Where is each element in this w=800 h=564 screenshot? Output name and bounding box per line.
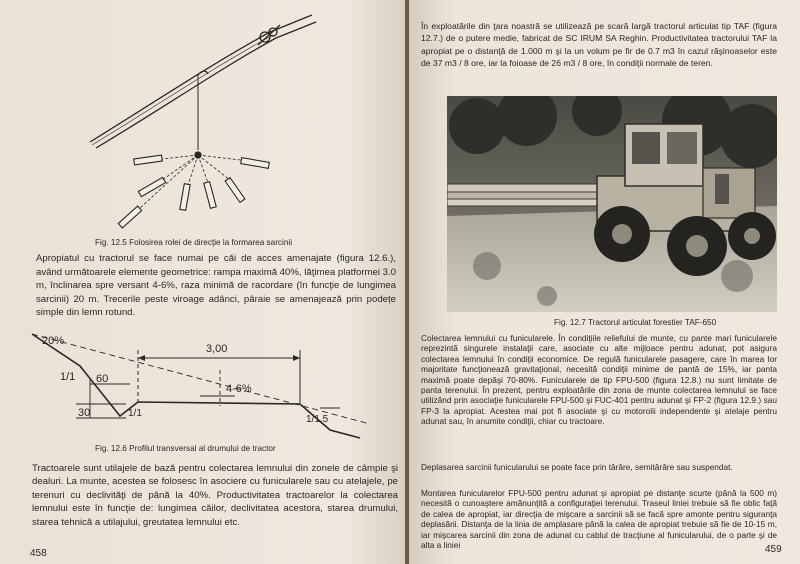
fig-12-6-label-slope-bottom: 1/1 bbox=[128, 408, 142, 419]
fig-12-6-label-cross-slope: 4-6% bbox=[226, 383, 252, 395]
figure-12-7-caption: Fig. 12.7 Tractorul articulat forestier TAF-650 bbox=[554, 318, 717, 327]
left-paragraph-2: Tractoarele sunt utilajele de bază pentru colectarea lemnului din zonele de câmpie şi dealuri. La munte, acestea se folosesc în asociere cu funicularele sau cu atelajele, pe terenuri cu declivităţi de până la 40%. Productivitatea tractoarelor la colectarea lemnului este în funcţie de: lungimea căilor, declivitatea acestora, starea drumului, starea tehnică a utilajului, greutatea lemnului etc. bbox=[32, 463, 398, 528]
figure-12-5-caption: Fig. 12.5 Folosirea rolei de direcţie la formarea sarcinii bbox=[95, 238, 293, 247]
figure-12-6-caption: Fig. 12.6 Profilul transversal al drumului de tractor bbox=[95, 444, 276, 453]
left-paragraph-1: Apropiatul cu tractorul se face numai pe căi de acces amenajate (figura 12.6.), având următoarele elemente geometrice: rampa maximă 40%, lăţimea platformei 3.0 m, înclinarea spre versant 4-6%, raza minimă de racordare (în funcţie de lungimea sarcinii) 20 m. Trecerile peste viroage adânci, pâraie se amenajează prin podețe simple din lemn rotund. bbox=[36, 253, 396, 319]
right-page bbox=[409, 0, 800, 564]
figure-12-5-drawing bbox=[90, 10, 320, 235]
fig-12-6-label-slope: 1/1 bbox=[60, 371, 76, 383]
right-paragraph-1: În exploatările din ţara noastră se utilizează pe scară largă tractorul articulat tip TAF (figura 12.7.) de o putere medie, fabricat de SC IRUM SA Reghin. Productivitatea tractorului TAF la apropiat pe o distanţă de 1.000 m şi la un volum pe fir de 0.7 m3 în cazul răşinoaselor este de 37 m3 / 8 ore, iar la foioase de 26 m3 / 8 ore, în condiţii normale de teren. bbox=[421, 21, 777, 68]
fig-12-6-label-slope-right: 1/1,5 bbox=[306, 414, 329, 425]
left-page-number: 458 bbox=[30, 548, 47, 559]
right-page-number: 459 bbox=[765, 544, 782, 555]
figure-12-7-photo bbox=[447, 96, 777, 312]
right-paragraph-2: Colectarea lemnului cu funicularele. În condiţiile reliefului de munte, cu pante mari funicularele reprezintă singurele instalaţii care, asociate cu alte mijloace pentru adunat, pot asigura colectarea lemnului în condiţii economice. De regulă funicularele pasagere, care în marea lor majoritate funcţionează gravitaţional, necesită condiţii minime de pantă de 15%, iar panta maximă poate depăşi 70-80%. Funicularele de tip FPU-500 (figura 12.8.) nu sunt limitate de panta terenului. În prezent, pentru exploatările din zona de munte colectarea lemnului se face utilizând prin asociaţie funicularele FPU-500 şi FUC-401 pentru adunat şi FP-2 (figura 12.9.) sau FP-3 la apropiat. Acestea mai pot fi asociate şi cu motorolii independente şi atelaje pentru adunat sau, în anumite condiţii, chiar cu tractoare. bbox=[421, 333, 777, 427]
right-paragraph-3: Deplasarea sarcinii funicularului se poate face prin târâre, semitârâre sau suspendat. bbox=[421, 462, 733, 472]
right-paragraph-4: Montarea funicularelor FPU-500 pentru adunat şi apropiat pe distanţe scurte (până la 500 m) necesită o cunoaştere amănunţită a configuraţiei terenului. Traseul liniei trebuie să fie oblic faţă de calea de apropiat, iar direcţia de mişcare a sarcinii să se facă spre amonte pentru siguranţa deplasării. Distanţa de la linia de amplasare până la calea de apropiat trebuie să fie de 10-15 m, iar mişcarea sarcinii din zona de adunat cu cablul de tracţiune al funicularului, de o parte şi de alta a liniei bbox=[421, 488, 777, 551]
fig-12-6-label-width: 3,00 bbox=[206, 343, 228, 355]
figure-12-6-drawing bbox=[30, 330, 375, 440]
fig-12-6-label-60: 60 bbox=[96, 373, 109, 385]
fig-12-6-label-30: 30 bbox=[78, 407, 91, 419]
fig-12-6-label-grade: 20% bbox=[42, 335, 65, 347]
